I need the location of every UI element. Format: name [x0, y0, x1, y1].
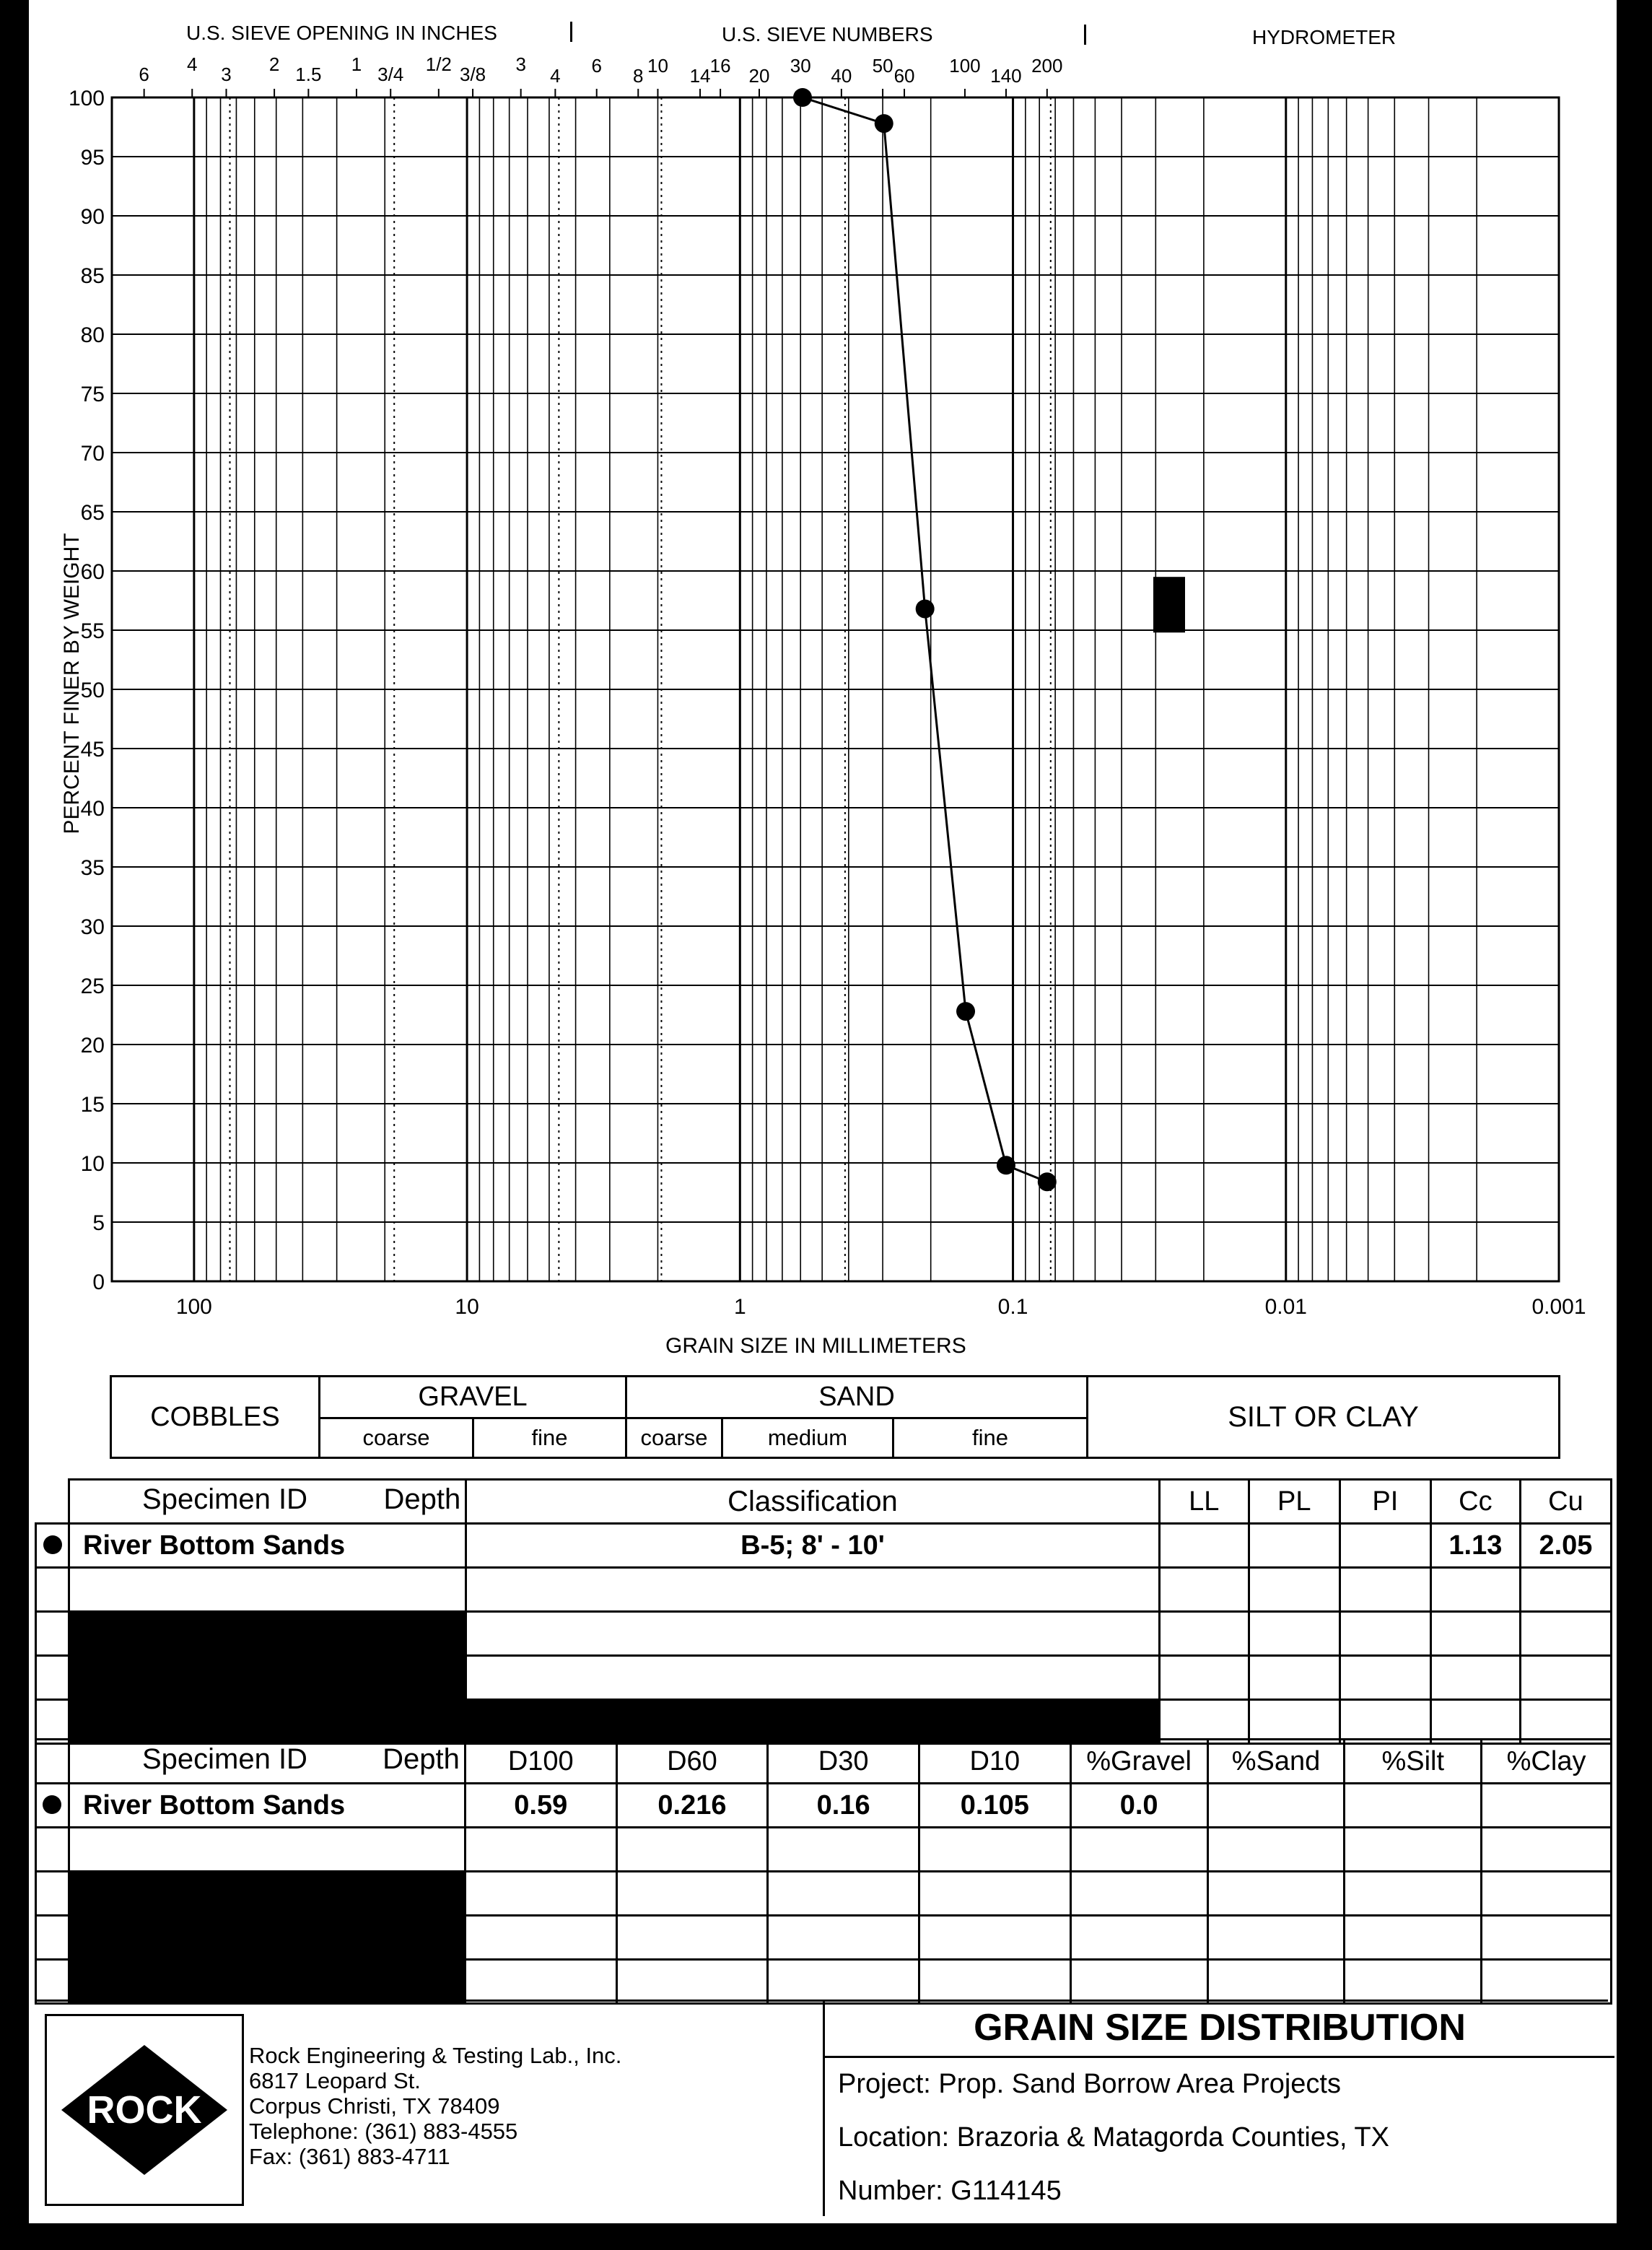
x-tick-label: 10: [455, 1295, 479, 1319]
sieve-inch-label: 3: [515, 53, 526, 75]
gravel-fine-cell: fine: [474, 1419, 627, 1457]
table-row: [36, 1784, 1612, 1828]
soil-classification-bar: [110, 1375, 1560, 1459]
sieve-inch-label: 3: [221, 64, 232, 85]
data-point: [793, 88, 812, 107]
series-line: [803, 97, 1047, 1182]
y-tick-label: 15: [80, 1093, 105, 1117]
header-specimen-id: Specimen ID Depth: [69, 1740, 465, 1784]
sieve-number-label: 14: [689, 65, 711, 87]
sand-medium-cell: medium: [723, 1419, 894, 1457]
header-d10: D10: [919, 1740, 1070, 1784]
header-ll: LL: [1159, 1480, 1249, 1524]
cu-cell: 2.05: [1520, 1524, 1611, 1568]
number-text: Number: G114145: [838, 2176, 1062, 2206]
y-tick-label: 85: [80, 264, 105, 288]
header-sieve-numbers: U.S. SIEVE NUMBERS: [722, 23, 933, 45]
header-d100: D100: [465, 1740, 616, 1784]
y-tick-label: 0: [92, 1270, 105, 1294]
header-divider: [1084, 25, 1086, 45]
cobbles-cell: COBBLES: [112, 1377, 320, 1457]
d30-cell: 0.16: [768, 1784, 919, 1828]
sieve-number-label: 6: [591, 55, 602, 77]
sieve-inch-label: 6: [139, 64, 149, 85]
y-axis-label: PERCENT FINER BY WEIGHT: [60, 533, 84, 834]
y-tick-label: 75: [80, 383, 105, 406]
y-tick-label: 25: [80, 974, 105, 998]
y-tick-label: 35: [80, 856, 105, 880]
gravel-coarse-cell: coarse: [320, 1419, 474, 1457]
company-info: [249, 2043, 621, 2169]
gravel-cell: GRAVEL: [320, 1377, 627, 1419]
header-pl: PL: [1249, 1480, 1339, 1524]
project-text: Project: Prop. Sand Borrow Area Projects: [838, 2069, 1341, 2099]
sieve-number-label: 40: [831, 65, 852, 87]
sand-cell: SAND: [627, 1377, 1088, 1419]
classification-cell: B-5; 8' - 10': [466, 1524, 1159, 1568]
sieve-inch-label: 4: [187, 53, 198, 75]
header-pi: PI: [1339, 1480, 1430, 1524]
sieve-inch-label: 1.5: [295, 64, 322, 85]
y-tick-label: 45: [80, 738, 105, 762]
header-gravel: %Gravel: [1070, 1740, 1207, 1784]
y-tick-label: 95: [80, 146, 105, 170]
y-tick-label: 70: [80, 442, 105, 466]
header-clay: %Clay: [1482, 1740, 1612, 1784]
silt-clay-cell: SILT OR CLAY: [1228, 1400, 1419, 1433]
company-address: 6817 Leopard St.: [249, 2068, 421, 2093]
sieve-number-label: 30: [790, 55, 811, 77]
sieve-number-label: 16: [709, 55, 731, 77]
header-classification: Classification: [466, 1480, 1159, 1524]
x-tick-label: 1: [733, 1295, 746, 1319]
sieve-number-label: 10: [647, 55, 668, 77]
sand-coarse-cell: coarse: [627, 1419, 723, 1457]
report-title: GRAIN SIZE DISTRIBUTION: [825, 2000, 1614, 2058]
header-cu: Cu: [1520, 1480, 1611, 1524]
company-logo: [45, 2014, 244, 2206]
header-cc: Cc: [1430, 1480, 1520, 1524]
cc-cell: 1.13: [1430, 1524, 1520, 1568]
header-hydrometer: HYDROMETER: [1252, 26, 1397, 48]
company-city: Corpus Christi, TX 78409: [249, 2093, 500, 2119]
d100-cell: 0.59: [465, 1784, 616, 1828]
sand-fine-cell: fine: [894, 1419, 1088, 1457]
series-marker-icon: [43, 1795, 61, 1814]
table-row: [36, 1524, 1612, 1568]
data-point: [875, 114, 893, 133]
header-d30: D30: [768, 1740, 919, 1784]
y-tick-label: 65: [80, 501, 105, 525]
sieve-number-label: 200: [1031, 55, 1063, 77]
company-name: Rock Engineering & Testing Lab., Inc.: [249, 2043, 622, 2068]
sieve-inch-label: 1/2: [425, 53, 452, 75]
y-tick-label: 5: [92, 1211, 105, 1235]
y-tick-label: 90: [80, 205, 105, 229]
sieve-number-label: 140: [990, 65, 1022, 87]
sieve-number-label: 60: [893, 65, 915, 87]
sieve-number-label: 20: [748, 65, 770, 87]
sieve-number-label: 8: [633, 65, 644, 87]
y-tick-label: 40: [80, 797, 105, 821]
logo-text: ROCK: [87, 2088, 202, 2132]
sieve-inch-label: 2: [268, 53, 280, 75]
d60-cell: 0.216: [616, 1784, 768, 1828]
gravel-percent-cell: 0.0: [1070, 1784, 1207, 1828]
sieve-inch-label: 3/8: [460, 64, 486, 85]
redacted-block: [69, 1872, 465, 1916]
company-fax: Fax: (361) 883-4711: [249, 2144, 450, 2169]
header-specimen-id: Specimen ID Depth: [69, 1480, 466, 1524]
report-info-panel: [823, 2000, 1614, 2216]
specimen-id-cell: River Bottom Sands: [69, 1524, 466, 1568]
y-tick-label: 80: [80, 323, 105, 347]
header-d60: D60: [616, 1740, 768, 1784]
data-point: [997, 1156, 1015, 1174]
grain-statistics-table: [35, 1738, 1612, 2005]
x-tick-label: 100: [175, 1295, 212, 1319]
y-tick-label: 100: [68, 87, 105, 110]
d10-cell: 0.105: [919, 1784, 1070, 1828]
x-tick-label: 0.001: [1531, 1295, 1586, 1319]
x-tick-label: 0.1: [997, 1295, 1028, 1319]
sieve-number-label: 50: [872, 55, 893, 77]
y-tick-label: 55: [80, 619, 105, 643]
data-point: [1038, 1172, 1057, 1191]
y-tick-label: 20: [80, 1034, 105, 1058]
redacted-block: [69, 1612, 466, 1656]
sieve-inch-label: 3/4: [377, 64, 404, 85]
series-marker-icon: [43, 1535, 62, 1554]
sieve-inch-label: 1: [351, 53, 362, 75]
location-text: Location: Brazoria & Matagorda Counties, TX: [838, 2122, 1389, 2153]
x-axis-label: GRAIN SIZE IN MILLIMETERS: [665, 1334, 966, 1358]
y-tick-label: 10: [80, 1152, 105, 1176]
header-sieve-inches: U.S. SIEVE OPENING IN INCHES: [186, 22, 497, 44]
sieve-number-label: 4: [550, 65, 561, 87]
y-tick-label: 60: [80, 560, 105, 584]
redacted-block: [1153, 577, 1185, 632]
company-phone: Telephone: (361) 883-4555: [249, 2119, 518, 2144]
y-tick-label: 50: [80, 679, 105, 702]
classification-table: [35, 1478, 1612, 1745]
data-point: [956, 1002, 975, 1021]
specimen-id-cell: River Bottom Sands: [69, 1784, 465, 1828]
y-tick-label: 30: [80, 915, 105, 939]
sieve-number-label: 100: [949, 55, 981, 77]
data-point: [916, 599, 935, 618]
header-divider: [570, 22, 572, 42]
x-tick-label: 0.01: [1264, 1295, 1307, 1319]
header-sand: %Sand: [1207, 1740, 1345, 1784]
header-silt: %Silt: [1345, 1740, 1482, 1784]
